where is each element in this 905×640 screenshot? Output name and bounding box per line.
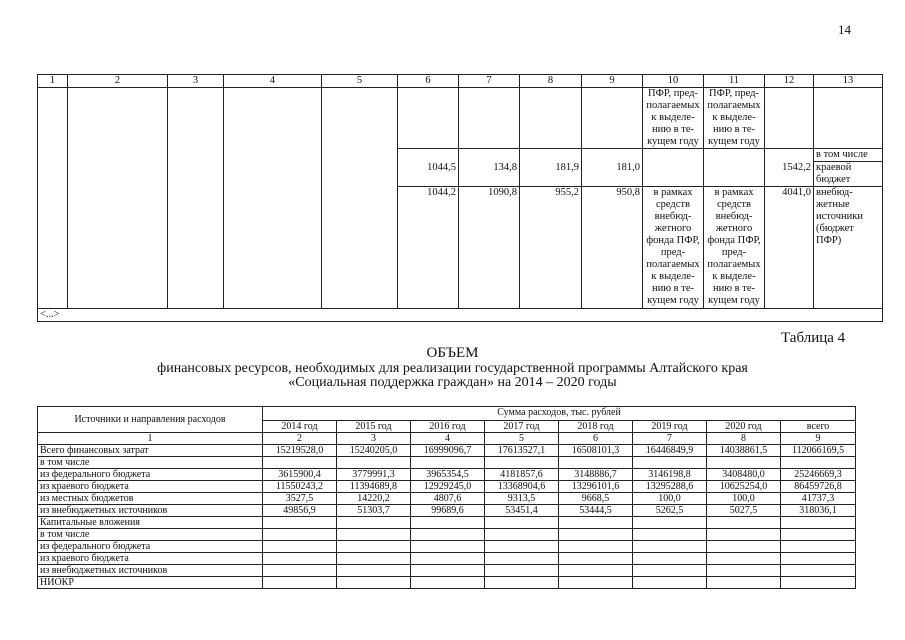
year-header: 2014 год: [263, 421, 337, 433]
row-value: [633, 517, 707, 529]
year-header: всего: [781, 421, 856, 433]
row-value: 49856,9: [263, 505, 337, 517]
row-value: [559, 517, 633, 529]
col-number: 9: [781, 433, 856, 445]
cell: [38, 88, 68, 309]
row-value: [263, 541, 337, 553]
cell: [582, 149, 643, 162]
year-header: 2018 год: [559, 421, 633, 433]
col-header: 2: [68, 75, 168, 88]
col-number: 4: [411, 433, 485, 445]
col-number: 8: [707, 433, 781, 445]
row-value: [781, 457, 856, 469]
row-value: [411, 553, 485, 565]
col-header: 13: [814, 75, 883, 88]
table-row: [38, 493, 856, 505]
row-value: [263, 577, 337, 589]
row-value: 16508101,3: [559, 445, 633, 457]
source-label: внебюд-жетные источники (бюджет ПФР): [814, 187, 883, 309]
col-header: 11: [704, 75, 765, 88]
row-value: [559, 541, 633, 553]
row-value: [781, 529, 856, 541]
row-label: из краевого бюджета: [38, 553, 263, 565]
ellipsis: <...>: [38, 309, 883, 322]
row-value: [781, 541, 856, 553]
row-value: 5262,5: [633, 505, 707, 517]
pfr-note: в рамках средств внебюд-жетного фонда ПФР, пред-полагаемых к выделе-нию в те-кущем году: [704, 187, 765, 309]
row-value: [263, 553, 337, 565]
table-row: [38, 565, 856, 577]
row-value: [411, 529, 485, 541]
row-value: [263, 517, 337, 529]
row-value: 17613527,1: [485, 445, 559, 457]
cell: [224, 88, 322, 309]
cell: [398, 149, 459, 162]
row-value: [337, 577, 411, 589]
row-value: 53451,4: [485, 505, 559, 517]
table-row: [38, 481, 856, 493]
cell: [704, 149, 765, 162]
row-value: 318036,1: [781, 505, 856, 517]
row-value: [559, 553, 633, 565]
cell: [168, 88, 224, 309]
sources-header: Источники и направления расходов: [38, 407, 263, 433]
row-value: 15240205,0: [337, 445, 411, 457]
col-number: 3: [337, 433, 411, 445]
col-header: 7: [459, 75, 520, 88]
row-value: 13296101,6: [559, 481, 633, 493]
cell: [520, 88, 582, 149]
heading-program: «Социальная поддержка граждан» на 2014 – 2020 годы: [288, 375, 617, 390]
row-value: [633, 553, 707, 565]
col-header: 8: [520, 75, 582, 88]
row-value: [485, 553, 559, 565]
row-label: из краевого бюджета: [38, 481, 263, 493]
table-row: [38, 457, 856, 469]
cell: [814, 88, 883, 149]
pfr-note: в рамках средств внебюд-жетного фонда ПФР, пред-полагаемых к выделе-нию в те-кущем году: [643, 187, 704, 309]
col-header: 4: [224, 75, 322, 88]
row-value: 3779991,3: [337, 469, 411, 481]
value: 1542,2: [765, 162, 814, 187]
in-total-label: в том числе: [814, 149, 883, 162]
year-header: 2019 год: [633, 421, 707, 433]
row-value: [633, 577, 707, 589]
col-number: 2: [263, 433, 337, 445]
cell: [322, 88, 398, 309]
row-value: 100,0: [707, 493, 781, 505]
row-value: [485, 565, 559, 577]
table-row: [38, 517, 856, 529]
row-label: Капитальные вложения: [38, 517, 263, 529]
cell: [459, 88, 520, 149]
row-value: 10625254,0: [707, 481, 781, 493]
row-value: [781, 565, 856, 577]
row-value: 14038861,5: [707, 445, 781, 457]
row-value: [707, 517, 781, 529]
row-value: [485, 529, 559, 541]
cell: [643, 162, 704, 187]
row-value: [411, 457, 485, 469]
row-value: 25246669,3: [781, 469, 856, 481]
header-row: [38, 75, 883, 88]
row-value: 4807,6: [411, 493, 485, 505]
row-label: в том числе: [38, 457, 263, 469]
row-value: [337, 553, 411, 565]
row-value: 9668,5: [559, 493, 633, 505]
row-value: [485, 457, 559, 469]
row-value: [337, 541, 411, 553]
row-value: 112066169,5: [781, 445, 856, 457]
value: 1044,5: [398, 162, 459, 187]
row-value: [707, 529, 781, 541]
row-value: [411, 541, 485, 553]
value: 1090,8: [459, 187, 520, 309]
col-header: 10: [643, 75, 704, 88]
cell: [398, 88, 459, 149]
cell: [643, 149, 704, 162]
finance-table: [37, 406, 856, 589]
col-number: 6: [559, 433, 633, 445]
continuation-table: [37, 74, 883, 322]
row-value: 51303,7: [337, 505, 411, 517]
row-value: [781, 577, 856, 589]
heading-title: ОБЪЕМ: [426, 345, 479, 361]
row-value: 3527,5: [263, 493, 337, 505]
row-value: 86459726,8: [781, 481, 856, 493]
row-value: [781, 517, 856, 529]
cell: [459, 149, 520, 162]
row-value: [263, 529, 337, 541]
row-value: [263, 565, 337, 577]
col-header: 12: [765, 75, 814, 88]
col-header: 1: [38, 75, 68, 88]
page-number: 14: [838, 22, 851, 37]
row-value: 15219528,0: [263, 445, 337, 457]
value: 1044,2: [398, 187, 459, 309]
row-label: из местных бюджетов: [38, 493, 263, 505]
ellipsis-row: [38, 309, 883, 322]
cell: [68, 88, 168, 309]
row-value: [337, 565, 411, 577]
row-value: 3148886,7: [559, 469, 633, 481]
row-value: [559, 529, 633, 541]
cell: [520, 149, 582, 162]
row-value: [633, 541, 707, 553]
row-value: [707, 541, 781, 553]
row-value: [707, 577, 781, 589]
row-value: 41737,3: [781, 493, 856, 505]
row-value: 12929245,0: [411, 481, 485, 493]
cell: [765, 149, 814, 162]
value: 181,9: [520, 162, 582, 187]
row-value: [337, 457, 411, 469]
year-header: 2017 год: [485, 421, 559, 433]
value: 950,8: [582, 187, 643, 309]
row-value: [485, 517, 559, 529]
row-value: [707, 457, 781, 469]
header-row: [38, 407, 856, 421]
row-value: [337, 529, 411, 541]
table-row: [38, 469, 856, 481]
row-label: из внебюджетных источников: [38, 505, 263, 517]
table-label: Таблица 4: [781, 330, 846, 346]
row-value: 5027,5: [707, 505, 781, 517]
value: 4041,0: [765, 187, 814, 309]
row-value: 3965354,5: [411, 469, 485, 481]
row-label: из внебюджетных источников: [38, 565, 263, 577]
col-number: 1: [38, 433, 263, 445]
row-label: из федерального бюджета: [38, 469, 263, 481]
row-value: [263, 457, 337, 469]
sum-header: Сумма расходов, тыс. рублей: [263, 407, 856, 421]
value: 955,2: [520, 187, 582, 309]
col-header: 6: [398, 75, 459, 88]
table-row: [38, 445, 856, 457]
row-value: 4181857,6: [485, 469, 559, 481]
row-value: [559, 457, 633, 469]
row-value: 11550243,2: [263, 481, 337, 493]
row-value: [633, 565, 707, 577]
numbers-row: [38, 433, 856, 445]
year-header: 2016 год: [411, 421, 485, 433]
row-value: 11394689,8: [337, 481, 411, 493]
pfr-note-11: ПФР, пред-полагаемых к выделе-нию в те-кущем году: [704, 88, 765, 149]
table-row: [38, 505, 856, 517]
cell: [704, 162, 765, 187]
row-value: [707, 553, 781, 565]
row-value: [633, 529, 707, 541]
row-value: [411, 517, 485, 529]
row-value: 16999096,7: [411, 445, 485, 457]
row-value: 100,0: [633, 493, 707, 505]
pfr-row: [38, 88, 883, 149]
row-value: [559, 577, 633, 589]
row-label: НИОКР: [38, 577, 263, 589]
heading-subtitle: финансовых ресурсов, необходимых для реализации государственной программы Алтайского края: [157, 361, 748, 376]
table-row: [38, 541, 856, 553]
row-value: [559, 565, 633, 577]
row-value: 3146198,8: [633, 469, 707, 481]
year-header: 2015 год: [337, 421, 411, 433]
row-value: 13295288,6: [633, 481, 707, 493]
pfr-note-10: ПФР, пред-полагаемых к выделе-нию в те-кущем году: [643, 88, 704, 149]
row-value: 3408480,0: [707, 469, 781, 481]
row-value: 13368904,6: [485, 481, 559, 493]
col-number: 7: [633, 433, 707, 445]
row-value: 53444,5: [559, 505, 633, 517]
col-header: 9: [582, 75, 643, 88]
year-header: 2020 год: [707, 421, 781, 433]
table-row: [38, 553, 856, 565]
row-value: [411, 565, 485, 577]
col-header: 3: [168, 75, 224, 88]
value: 181,0: [582, 162, 643, 187]
value: 134,8: [459, 162, 520, 187]
row-value: [411, 577, 485, 589]
row-value: [337, 517, 411, 529]
col-header: 5: [322, 75, 398, 88]
row-value: 16446849,9: [633, 445, 707, 457]
table-row: [38, 529, 856, 541]
cell: [582, 88, 643, 149]
col-number: 5: [485, 433, 559, 445]
row-value: [707, 565, 781, 577]
row-value: 99689,6: [411, 505, 485, 517]
row-label: Всего финансовых затрат: [38, 445, 263, 457]
row-value: 14220,2: [337, 493, 411, 505]
row-value: [485, 541, 559, 553]
row-value: [633, 457, 707, 469]
table-row: [38, 577, 856, 589]
row-label: в том числе: [38, 529, 263, 541]
cell: [765, 88, 814, 149]
row-value: 9313,5: [485, 493, 559, 505]
source-label: краевой бюджет: [814, 162, 883, 187]
row-label: из федерального бюджета: [38, 541, 263, 553]
row-value: [781, 553, 856, 565]
row-value: [485, 577, 559, 589]
row-value: 3615900,4: [263, 469, 337, 481]
